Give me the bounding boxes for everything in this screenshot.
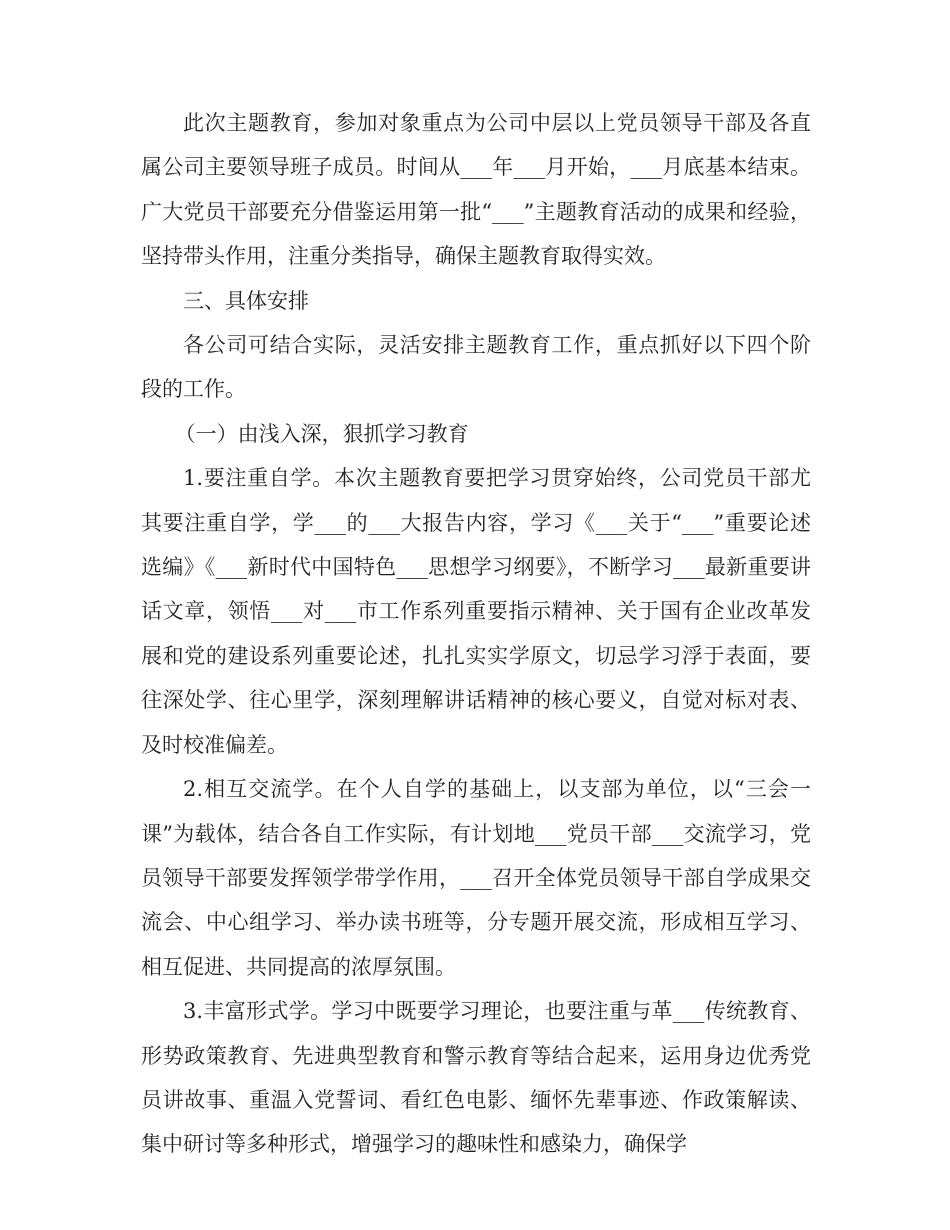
paragraph-four-stages: 各公司可结合实际，灵活安排主题教育工作，重点抓好以下四个阶段的工作。 — [141, 333, 811, 402]
subsection-heading-study: （一）由浅入深，狠抓学习教育 — [174, 421, 469, 446]
paragraph-participants: 此次主题教育，参加对象重点为公司中层以上党员领导干部及各直属公司主要领导班子成员。时间从___年___月开始，___月底基本结束。广大党员干部要充分借鉴运用第一批“___”主题教育活动的成果和经验，坚持带头作用，注重分类指导，确保主题教育取得实效。 — [141, 111, 811, 269]
paragraph-mutual-study: 2.相互交流学。在个人自学的基础上，以支部为单位，以“三会一课”为载体，结合各自工作实际，有计划地___党员干部___交流学习，党员领导干部要发挥领学带学作用，___召开全体党员领导干部自学成果交流会、中心组学习、举办读书班等，分专题开展交流，形成相互学习、相互促进、共同提高的浓厚氛围。 — [141, 777, 811, 979]
section-heading-arrangement: 三、具体安排 — [183, 288, 309, 313]
paragraph-self-study: 1.要注重自学。本次主题教育要把学习贯穿始终，公司党员干部尤其要注重自学，学___的___大报告内容，学习《___关于“___”重要论述选编》《___新时代中国特色___思想学习纲要》，不断学习___最新重要讲话文章，领悟___对___市工作系列重要指示精神、关于国有企业改革发展和党的建设系列重要论述，扎扎实实学原文，切忌学习浮于表面，要往深处学、往心里学，深刻理解讲话精神的核心要义，自觉对标对表、及时校准偏差。 — [141, 466, 811, 757]
document-body — [141, 101, 811, 1167]
paragraph-rich-forms: 3.丰富形式学。学习中既要学习理论，也要注重与革___传统教育、形势政策教育、先进典型教育和警示教育等结合起来，运用身边优秀党员讲故事、重温入党誓词、看红色电影、缅怀先辈事迹、作政策解读、集中研讨等多种形式，增强学习的趣味性和感染力，确保学 — [141, 999, 811, 1157]
